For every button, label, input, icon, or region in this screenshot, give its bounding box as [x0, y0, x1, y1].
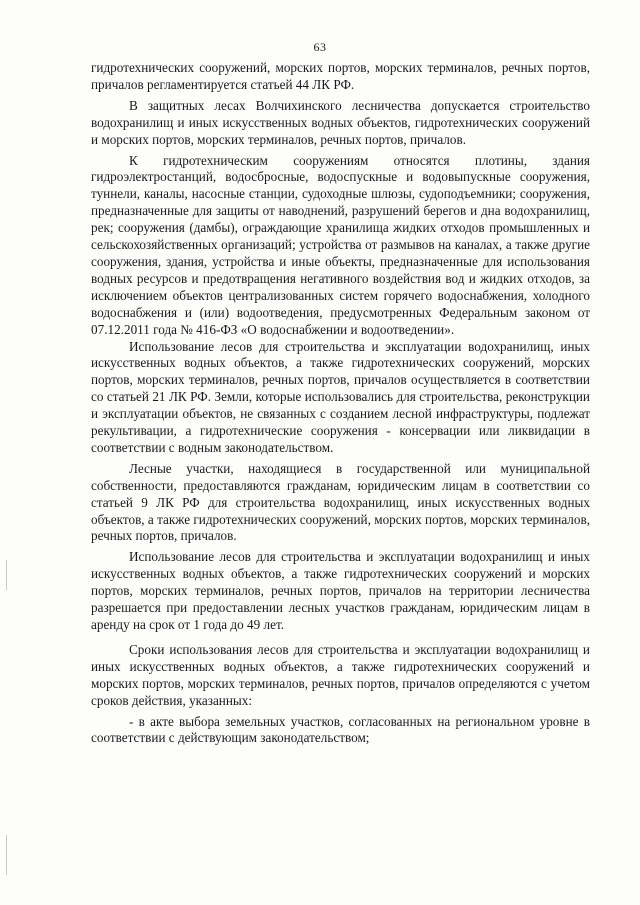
paragraph: гидротехнических сооружений, морских портов, морских терминалов, речных портов, причалов регламентируется статьей 44 ЛК РФ.	[91, 60, 590, 92]
scan-artifact-mark	[6, 835, 7, 875]
paragraph: Сроки использования лесов для строительства и эксплуатации водохранилищ и иных искусственных водных объектов, а также гидротехнических сооружений и морских портов, морских терминалов, речных портов, причалов определяются с учетом сроков действия, указанных:	[91, 641, 590, 708]
document-body	[91, 60, 590, 747]
paragraph: К гидротехническим сооружениям относятся плотины, здания гидроэлектростанций, водосбросные, водоспускные и водовыпускные сооружения, туннели, каналы, насосные станции, судоходные шлюзы, судоподъемники; сооружения, предназначенные для защиты от наводнений, разрушений берегов и дна водохранилищ, рек; сооружения (дамбы), ограждающие хранилища жидких отходов промышленных и сельскохозяйственных организаций; устройства от размывов на каналах, а также другие сооружения, здания, устройства и иные объекты, предназначенные для использования водных ресурсов и предотвращения негативного воздействия вод и жидких отходов, за исключением объектов централизованных систем горячего водоснабжения, холодного водоснабжения и (или) водоотведения, предусмотренных Федеральным законом от 07.12.2011 года № 416-ФЗ «О водоснабжении и водоотведении».	[91, 152, 590, 337]
page-number: 63	[313, 40, 327, 54]
paragraph: Использование лесов для строительства и эксплуатации водохранилищ и иных искусственных водных объектов, а также гидротехнических сооружений и морских портов, морских терминалов, речных портов, причалов на территории лесничества разрешается при предоставлении лесных участков гражданам, юридическим лицам в аренду на срок от 1 года до 49 лет.	[91, 549, 590, 632]
paragraph: Лесные участки, находящиеся в государственной или муниципальной собственности, предоставляются гражданам, юридическим лицам в соответствии со статьей 9 ЛК РФ для строительства водохранилищ, иных искусственных водных объектов, а также гидротехнических сооружений, морских портов, морских терминалов, речных портов, причалов.	[91, 460, 590, 544]
paragraph: - в акте выбора земельных участков, согласованных на региональном уровне в соответствии с действующим законодательством;	[91, 713, 590, 746]
paragraph: Использование лесов для строительства и эксплуатации водохранилищ, иных искусственных водных объектов, а также гидротехнических сооружений, морских портов, морских терминалов, речных портов, причалов осуществляется в соответствии со статьей 21 ЛК РФ. Земли, которые использовались для строительства, реконструкции и эксплуатации объектов, не связанных с созданием лесной инфраструктуры, подлежат рекультивации, а гидротехнические сооружения - консервации или ликвидации в соответствии с водным законодательством.	[91, 338, 590, 455]
paragraph: В защитных лесах Волчихинского лесничества допускается строительство водохранилищ и иных искусственных водных объектов, гидротехнических сооружений и морских портов, морских терминалов, речных портов, причалов.	[91, 97, 590, 147]
scan-artifact-mark	[6, 560, 7, 590]
